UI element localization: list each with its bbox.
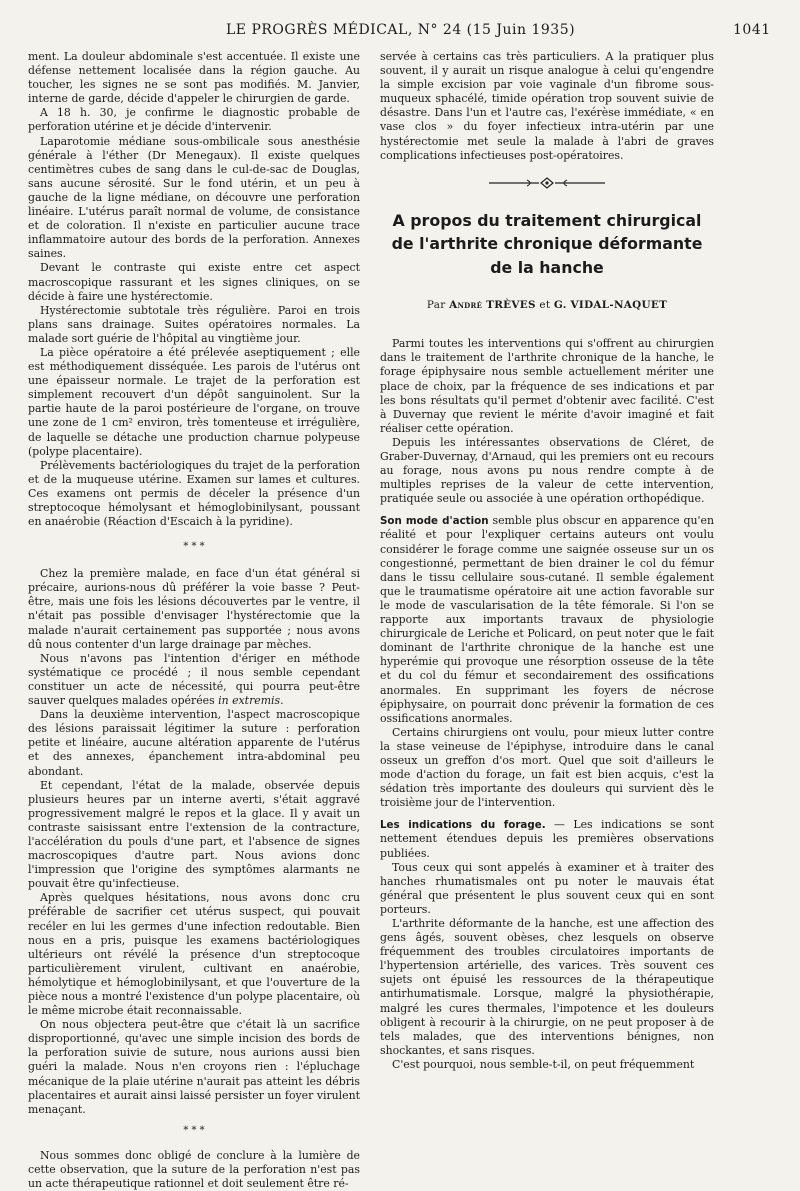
- paragraph: L'arthrite déformante de la hanche, est une affection des gens âgés, souvent obèses, chez lesquels on observe fréquemment des troubles circulatoires importants de l'hypertension artérielle, des varices. Très souvent ces sujets ont épuisé les ressources de la thérapeutique antirhumatismale. Lorsque, malgré la physiothérapie, malgré les cures thermales, l'impotence et les douleurs obligent à recourir à la chirurgie, on ne peut proposer à de tels malades, que des interventions bénignes, non shockantes, et sans risques.: [380, 917, 714, 1057]
- paragraph: Depuis les intéressantes observations de Cléret, de Graber-Duvernay, d'Arnaud, qui les premiers ont eu recours au forage, nous avons pu nous rendre compte à de multiples reprises de la valeur de cette intervention, pratiquée seule ou associée à une opération orthopédique.: [380, 435, 714, 506]
- paragraph: [28, 652, 360, 708]
- paragraph-text: Nous n'avons pas l'intention d'ériger en méthode systématique ce procédé ; il nous semble cependant constituer un acte de nécessité, qui pourra peut-être sauver quelques malades opérées: [28, 651, 360, 708]
- running-header: [0, 22, 800, 46]
- paragraph: Certains chirurgiens ont voulu, pour mieux lutter contre la stase veineuse de l'épiphyse, introduire dans le canal osseux un greffon d'os mort. Quel que soit d'ailleurs le mode d'action du forage, un fait est bien acquis, c'est la sédation très importante des douleurs qui survient dès le troisième jour de l'intervention.: [380, 725, 714, 810]
- paragraph: A 18 h. 30, je confirme le diagnostic probable de perforation utérine et je décide d'intervenir.: [28, 106, 360, 134]
- paragraph-text: — Les indications se sont nettement étendues depuis les premières observations publiées.: [380, 818, 714, 860]
- section-separator-stars: * * *: [183, 1124, 205, 1136]
- article-title-line: A propos du traitement chirurgical: [392, 210, 702, 230]
- paragraph: Dans la deuxième intervention, l'aspect macroscopique des lésions paraissait légitimer la suture : perforation petite et linéaire, aucune altération apparente de l'utérus et des annexes, épanchement intra-abdominal peu abondant.: [28, 708, 360, 778]
- authors-conjunction: et: [539, 299, 551, 312]
- paragraph: Et cependant, l'état de la malade, observée depuis plusieurs heures par un interne averti, s'était aggravé progressivement malgré le repos et la glace. Il y avait un contraste saisissant entre l'extension de la contracture, l'accélération du pouls d'une part, et l'absence de signes macroscopiques d'autre part. Nous avions donc l'impression que l'origine des symptômes alarmants ne pouvait être qu'infectieuse.: [28, 778, 360, 891]
- left-column: [28, 50, 360, 1191]
- paragraph-text: semble plus obscur en apparence qu'en réalité et pour l'expliquer certains auteurs ont voulu considérer le forage comme une saignée osseuse sur un os congestionné, permettant de bien drainer le col du fémur dans le tissu cellulaire sous-cutané. Il semble également que le traumatisme opératoire ait une action favorable sur le mode de vascularisation de la tête fémorale. Si l'on se rapporte aux importants travaux de physiologie chirurgicale de Leriche et Policard, on peut noter que le fait dominant de l'arthrite chronique de la hanche est une hyperémie qui provoque une résorption osseuse de la tête et du col du fémur et secondairement des ossifications anormales. En supprimant les foyers de nécrose épiphysaire, on pourrait donc prévenir la formation de ces ossifications anormales.: [380, 514, 714, 725]
- article-title-line: de la hanche: [490, 257, 604, 277]
- italic-phrase: in extremis.: [218, 694, 284, 708]
- section-separator-stars: * * *: [183, 541, 205, 553]
- paragraph: La pièce opératoire a été prélevée aseptiquement ; elle est méthodiquement disséquée. Les parois de l'utérus ont une épaisseur normale. Le trajet de la perforation est simplement recouvert d'un dépôt sanguinolent. Sur la partie haute de la paroi postérieure de l'organe, on trouve une zone de 1 cm² environ, très tomenteuse et irrégulière, de laquelle se détache une production charnue polypeuse (polype placentaire).: [28, 345, 360, 458]
- paragraph: Devant le contraste qui existe entre cet aspect macroscopique rassurant et les signes cliniques, on se décide à faire une hystérectomie.: [28, 261, 360, 303]
- article-title-line: de l'arthrite chronique déformante: [391, 234, 703, 254]
- paragraph: Parmi toutes les interventions qui s'offrent au chirurgien dans le traitement de l'arthrite chronique de la hanche, le forage épiphysaire nous semble actuellement mériter une place de choix, par la fréquence de ses indications et par les bons résultats qu'il permet d'obtenir avec facilité. C'est à Duvernay que revient le mérite d'avoir imaginé et fait réaliser cette opération.: [380, 337, 714, 435]
- paragraph: Après quelques hésitations, nous avons donc cru préférable de sacrifier cet utérus suspect, qui pouvait recéler en lui les germes d'une infection redoutable. Bien nous en a pris, puisque les examens bactériologiques ultérieurs ont révélé la présence d'un streptocoque particulièrement virulent, cultivant en anaérobie, hémolytique et hémoglobinilysant, et que l'ouverture de la pièce nous a montré l'existence d'un polype placentaire, où le même microbe était reconnaissable.: [28, 891, 360, 1018]
- paragraph: Chez la première malade, en face d'un état général si précaire, aurions-nous dû préférer la voie basse ? Peut-être, mais une fois les lésions découvertes par le ventre, il n'était pas possible d'envisager l'hystérectomie que la malade n'aurait certainement pas supportée ; nous avons dû nous contenter d'un large drainage par mèches.: [28, 567, 360, 651]
- paragraph: ment. La douleur abdominale s'est accentuée. Il existe une défense nettement localisée dans la région gauche. Au toucher, les signes ne se sont pas modifiés. M. Janvier, interne de garde, décide d'appeler le chirurgien de garde.: [28, 50, 360, 106]
- paragraph: Laparotomie médiane sous-ombilicale sous anesthésie générale à l'éther (Dr Menegaux). Il existe quelques centimètres cubes de sang dans le cul-de-sac de Douglas, sans aucune sérosité. Sur le fond utérin, et un peu à gauche de la ligne médiane, on découvre une perforation linéaire. L'utérus paraît normal de volume, de consistance et de coloration. Il n'existe en particulier aucune trace inflammatoire autour des bords de la perforation. Annexes saines.: [28, 134, 360, 261]
- spacer: [380, 506, 714, 514]
- paragraph: servée à certains cas très particuliers. A la pratiquer plus souvent, il y aurait un risque analogue à celui qu'engendre la simple excision par voie vaginale d'un fibrome sous-muqueux sphacélé, timide opération trop souvent suivie de désastre. Dans l'un et l'autre cas, l'exérèse immédiate, « en vase clos » du foyer infectieux intra-utérin par une hystérectomie met seule la malade à l'abri de graves complications infectieuses post-opératoires.: [380, 50, 714, 162]
- article-authors: [380, 299, 714, 311]
- paragraph: Prélèvements bactériologiques du trajet de la perforation et de la muqueuse utérine. Examen sur lames et cultures. Ces examens ont permis de déceler la présence d'un streptocoque hémolysant et hémoglobinilysant, poussant en anaérobie (Réaction d'Escaich à la pyridine).: [28, 458, 360, 529]
- paragraph: [380, 818, 714, 860]
- author-name: G. VIDAL-NAQUET: [553, 299, 668, 312]
- page-number: 1041: [733, 22, 771, 38]
- running-title: LE PROGRÈS MÉDICAL, N° 24 (15 Juin 1935): [226, 22, 576, 38]
- paragraph: On nous objectera peut-être que c'était là un sacrifice disproportionné, qu'avec une simple incision des bords de la perforation suivie de suture, nous aurions aussi bien guéri la malade. Nous n'en croyons rien : l'épluchage mécanique de la plaie utérine n'aurait pas atteint les débris placentaires et aurait ainsi laissé persister un foyer virulent menaçant.: [28, 1018, 360, 1116]
- author-name: André TRÈVES: [449, 299, 536, 312]
- paragraph: Hystérectomie subtotale très régulière. Paroi en trois plans sans drainage. Suites opératoires normales. La malade sort guérie de l'hôpital au vingtième jour.: [28, 303, 360, 345]
- paragraph: [380, 514, 714, 725]
- run-in-heading: Les indications du forage.: [380, 819, 546, 832]
- spacer: [380, 810, 714, 818]
- right-column: [380, 50, 714, 1071]
- authors-prefix: Par: [426, 299, 446, 312]
- paragraph: C'est pourquoi, nous semble-t-il, on peut fréquemment: [391, 1057, 695, 1071]
- ornament-divider-icon: [487, 177, 607, 189]
- paragraph: Nous sommes donc obligé de conclure à la lumière de cette observation, que la suture de la perforation n'est pas un acte thérapeutique rationnel et doit seulement être ré-: [28, 1148, 360, 1191]
- article-title: [380, 209, 714, 280]
- paragraph: Tous ceux qui sont appelés à examiner et à traiter des hanches rhumatismales ont pu noter le mauvais état général que présentent le plus souvent ceux qui en sont porteurs.: [380, 860, 714, 916]
- run-in-heading: Son mode d'action: [380, 515, 489, 528]
